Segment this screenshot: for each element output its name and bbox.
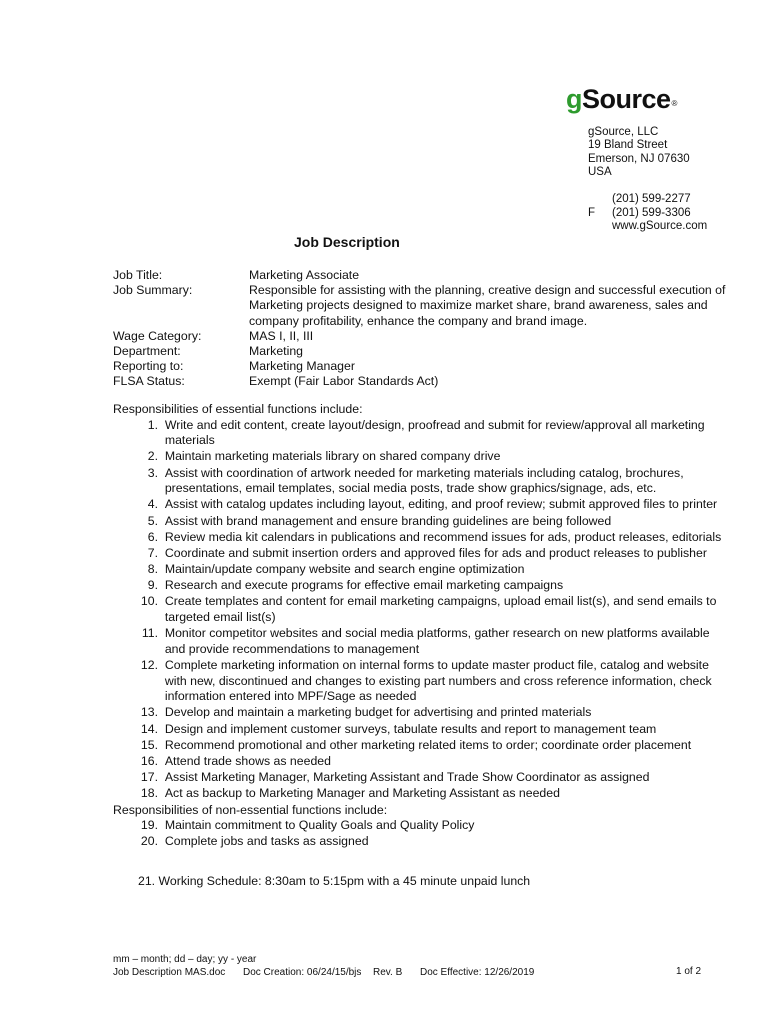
item-number: 10. xyxy=(140,594,158,609)
footer-revision: Rev. B xyxy=(373,966,403,978)
date-legend: mm – month; dd – day; yy - year xyxy=(113,954,257,965)
registered-mark: ® xyxy=(671,99,677,108)
item-text: Develop and maintain a marketing budget for advertising and printed materials xyxy=(164,705,592,720)
nonessential-heading: Responsibilities of non-essential functions include: xyxy=(113,802,388,817)
page-footer xyxy=(113,954,713,979)
item-text: Assist with catalog updates including layout, editing, and proof review; submit approved files to printer xyxy=(164,497,718,512)
field-row xyxy=(113,283,733,329)
list-item xyxy=(113,497,733,513)
contact-value: (201) 599-3306 xyxy=(612,206,691,219)
logo-source: Source xyxy=(582,84,671,114)
contact-value: www.gSource.com xyxy=(612,220,708,233)
list-item xyxy=(113,754,733,770)
field-label: Job Summary: xyxy=(113,283,193,298)
page-number: 1 of 2 xyxy=(676,966,702,977)
company-address xyxy=(588,126,690,180)
list-item xyxy=(113,546,733,562)
item-number: 20. xyxy=(140,834,158,849)
field-row xyxy=(113,359,733,374)
field-row xyxy=(113,268,733,283)
field-label: FLSA Status: xyxy=(113,374,185,389)
field-value: MAS I, II, III xyxy=(249,328,314,343)
field-label: Reporting to: xyxy=(113,359,184,374)
list-item xyxy=(113,466,733,497)
list-item xyxy=(113,449,733,465)
nonessential-list xyxy=(113,818,733,850)
essential-list xyxy=(113,418,733,802)
list-item xyxy=(113,626,733,657)
item-text: Maintain/update company website and search engine optimization xyxy=(164,562,525,577)
item-text: Research and execute programs for effective email marketing campaigns xyxy=(164,578,564,593)
item-text: Coordinate and submit insertion orders and approved files for ads and product releases to publisher xyxy=(164,545,707,560)
item-number: 7. xyxy=(147,545,158,560)
field-row xyxy=(113,374,733,389)
logo-g: g xyxy=(566,84,582,114)
item-number: 5. xyxy=(147,513,158,528)
item-number: 11. xyxy=(141,626,158,641)
item-number: 1. xyxy=(147,417,158,432)
contact-label xyxy=(588,220,612,234)
contact-label xyxy=(588,193,612,207)
list-item xyxy=(113,594,733,625)
item-text: Maintain commitment to Quality Goals and Quality Policy xyxy=(164,818,475,833)
item-text: Recommend promotional and other marketing related items to order; coordinate order placement xyxy=(164,737,692,752)
contact-value: (201) 599-2277 xyxy=(612,193,691,205)
footer-doc-name: Job Description MAS.doc xyxy=(113,966,226,978)
item-number: 16. xyxy=(140,753,158,768)
field-value: Responsible for assisting with the planning, creative design and successful execution of Marketing projects designed to maximize market share, brand awareness, sales and company profitability, enhance the company and brand image. xyxy=(249,283,726,328)
footer-doc-effective: Doc Effective: 12/26/2019 xyxy=(420,966,535,978)
item-number: 6. xyxy=(147,529,158,544)
address-line: USA xyxy=(588,166,612,179)
item-number: 9. xyxy=(147,578,158,593)
item-text: Assist with coordination of artwork needed for marketing materials including catalog, brochures, presentations, email templates, social media posts, trade show graphics/signage, ads, etc. xyxy=(164,465,684,496)
list-item xyxy=(113,578,733,594)
field-value: Exempt (Fair Labor Standards Act) xyxy=(249,374,439,389)
working-schedule: 21. Working Schedule: 8:30am to 5:15pm with a 45 minute unpaid lunch xyxy=(138,874,531,888)
list-item xyxy=(113,705,733,721)
responsibilities xyxy=(113,402,733,851)
company-contact xyxy=(588,193,707,234)
list-item xyxy=(113,418,733,449)
list-item xyxy=(113,514,733,530)
item-text: Complete marketing information on internal forms to update master product file, catalog and website with new, discontinued and changes to existing part numbers and cross reference information, check information entered into MPF/Sage as needed xyxy=(164,658,712,704)
item-number: 19. xyxy=(140,818,158,833)
list-item xyxy=(113,530,733,546)
list-item xyxy=(113,562,733,578)
field-value: Marketing Associate xyxy=(249,268,360,282)
document-title: Job Description xyxy=(294,234,400,250)
field-label: Department: xyxy=(113,344,181,359)
item-text: Review media kit calendars in publications and recommend issues for ads, product releases, editorials xyxy=(164,529,722,544)
field-row xyxy=(113,344,733,359)
job-fields xyxy=(113,268,733,390)
item-number: 17. xyxy=(140,770,158,785)
field-value: Marketing Manager xyxy=(249,359,355,374)
item-text: Maintain marketing materials library on shared company drive xyxy=(164,449,501,464)
contact-website xyxy=(588,220,707,234)
list-item xyxy=(113,722,733,738)
item-number: 8. xyxy=(147,562,158,577)
list-item xyxy=(113,738,733,754)
item-number: 2. xyxy=(147,449,158,464)
item-text: Write and edit content, create layout/design, proofread and submit for review/approval all marketing materials xyxy=(164,417,705,448)
field-row xyxy=(113,329,733,344)
contact-fax xyxy=(588,207,707,221)
gsource-logo xyxy=(566,84,677,119)
contact-label: F xyxy=(588,206,596,219)
item-number: 4. xyxy=(147,497,158,512)
item-number: 12. xyxy=(140,658,158,673)
address-line: 19 Bland Street xyxy=(588,139,668,152)
list-item xyxy=(113,834,733,850)
item-text: Act as backup to Marketing Manager and Marketing Assistant as needed xyxy=(164,786,560,801)
address-line: Emerson, NJ 07630 xyxy=(588,152,690,165)
item-number: 14. xyxy=(140,721,158,736)
list-item xyxy=(113,770,733,786)
field-label: Wage Category: xyxy=(113,328,202,343)
item-text: Assist with brand management and ensure branding guidelines are being followed xyxy=(164,513,612,528)
address-line: gSource, LLC xyxy=(588,126,659,138)
list-item xyxy=(113,786,733,802)
essential-heading: Responsibilities of essential functions include: xyxy=(113,402,363,416)
item-number: 13. xyxy=(140,705,158,720)
footer-doc-creation: Doc Creation: 06/24/15/bjs xyxy=(243,966,362,978)
item-text: Assist Marketing Manager, Marketing Assistant and Trade Show Coordinator as assigned xyxy=(164,770,650,785)
item-text: Create templates and content for email marketing campaigns, upload email list(s), and send emails to targeted email list(s) xyxy=(164,594,717,625)
footer-doc-info xyxy=(113,967,713,980)
contact-phone xyxy=(588,193,707,207)
field-value: Marketing xyxy=(249,344,303,359)
item-text: Complete jobs and tasks as assigned xyxy=(164,834,369,849)
item-text: Monitor competitor websites and social media platforms, gather research on new platforms available and provide recommendations to management xyxy=(164,626,710,656)
item-number: 3. xyxy=(147,465,158,480)
item-text: Design and implement customer surveys, tabulate results and report to management team xyxy=(164,721,657,736)
item-number: 15. xyxy=(140,737,158,752)
list-item xyxy=(113,818,733,834)
item-text: Attend trade shows as needed xyxy=(164,753,331,768)
list-item xyxy=(113,658,733,705)
item-number: 18. xyxy=(140,786,158,801)
field-label: Job Title: xyxy=(113,268,163,282)
